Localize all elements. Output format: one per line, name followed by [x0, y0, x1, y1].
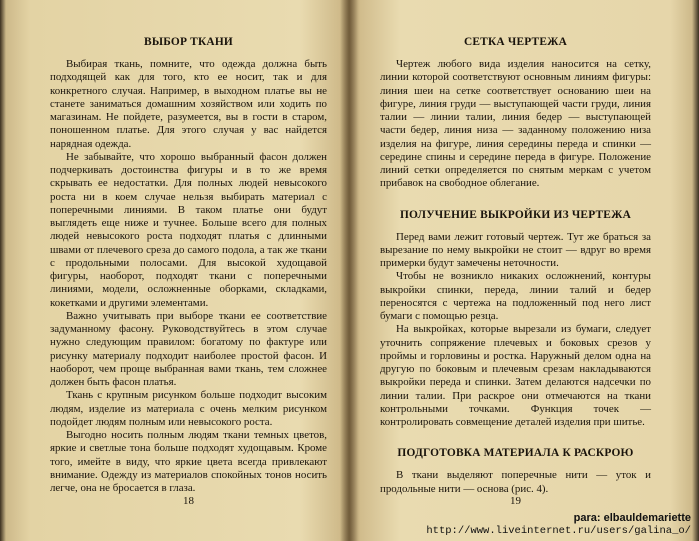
left-paragraph: Не забывайте, что хорошо выбранный фасон должен подчеркивать достоинства фигуры и в то же время скрывать ее недостатки. Для полных людей невысокого роста ни в коем случае нельзя выбирать материал с поперечными линиями. В таком платье они будут выглядеть еще ниже и тучнее. Больше всего для полных людей невысокого роста подходят платья с длинными швами от плечевого среза до самого подола, а так же ткани с продольными полосами. Для высокой худощавой фигуры, наоборот, подходят ткани с поперечными линиями, модели, осложненные оборками, складками, кокетками и другими элементами.: [50, 150, 327, 309]
right-page-title: СЕТКА ЧЕРТЕЖА: [463, 36, 568, 48]
left-paragraph: Ткань с крупным рисунком больше подходит высоким людям, изделие из материала с очень мелким рисунком подойдет людям полным или невысокого роста.: [50, 389, 327, 428]
watermark-url[interactable]: http://www.liveinternet.ru/users/galina_o/: [426, 525, 691, 537]
right-paragraph: В ткани выделяют поперечные нити — уток и продольные нити — основа (рис. 4).: [380, 469, 651, 495]
section-heading-preparation: ПОДГОТОВКА МАТЕРИАЛА К РАСКРОЮ: [397, 447, 634, 460]
left-page-title: ВЫБОР ТКАНИ: [144, 36, 233, 48]
left-paragraph: Выгодно носить полным людям ткани темных цветов, яркие и светлые тона больше подходят худощавым. Кроме того, имейте в виду, что яркие цвета всегда привлекают внимание. Одежду из материалов спокойных тонов носить легче, она не бросается в глаза.: [50, 429, 327, 494]
watermark-credit: para: elbauldemariette: [573, 512, 691, 524]
section-heading-pattern: ПОЛУЧЕНИЕ ВЫКРОЙКИ ИЗ ЧЕРТЕЖА: [400, 208, 631, 221]
left-page-number: 18: [183, 495, 194, 507]
right-page: [350, 0, 699, 541]
right-paragraph: Перед вами лежит готовый чертеж. Тут же браться за вырезание по нему выкройки не стоит — вдруг во время примерки будут замечены неточности.: [380, 230, 651, 269]
right-page-number: 19: [510, 495, 521, 507]
right-paragraph: На выкройках, которые вырезали из бумаги, следует уточнить сопряжение плечевых и боковых срезов у проймы и горловины и ростка. Наружный делом одна на другую по боковым и плечевым срезам накладываются выкройки переда и спинки. Затем делаются надсечки по линии талии. При раскрое они отмечаются на ткани контрольными точками. Функция точек — контролировать совмещение деталей изделия при шитье.: [380, 323, 651, 428]
left-paragraph: Важно учитывать при выборе ткани ее соответствие задуманному фасону. Руководствуйтесь в этом случае нужно следующим правилом: богатому по фактуре или рисунку материалу подходит наиболее простой фасон. И наоборот, чем проще выбранная вами ткань, тем сложнее должен быть фасон платья.: [50, 309, 327, 388]
source-watermark: [426, 512, 691, 537]
left-paragraph: Выбирая ткань, помните, что одежда должна быть подходящей как для того, кто ее носит, так и для конкретного случая. Например, в выходном платье вы не станете заниматься домашним хозяйством или ходить по магазинам. Не пойдете, разумеется, вы в гости в старом, поношенном платье. Для этого случая у вас найдется нарядная одежда.: [50, 58, 327, 150]
right-paragraph: Чтобы не возникло никаких осложнений, контуры выкройки спинки, переда, линии талий и бедер переносятся с чертежа на подложенный под него лист бумаги с помощью резца.: [380, 270, 651, 322]
left-page: [0, 0, 349, 541]
right-paragraph: Чертеж любого вида изделия наносится на сетку, линии которой соответствуют основным линиям фигуры: линия шеи на сетке соответствует основанию шеи на фигуре, линия груди — выступающей части груди, линия талии — линии талии, линия бедер — выступающей части бедер, линия низа — заданному положению низа изделия на фигуре, линия середины переда и спинки — середине спины и середине переда в фигуре. Положение линий сетки определяется по снятым меркам с учетом прибавок на свободное облегание.: [380, 58, 651, 190]
